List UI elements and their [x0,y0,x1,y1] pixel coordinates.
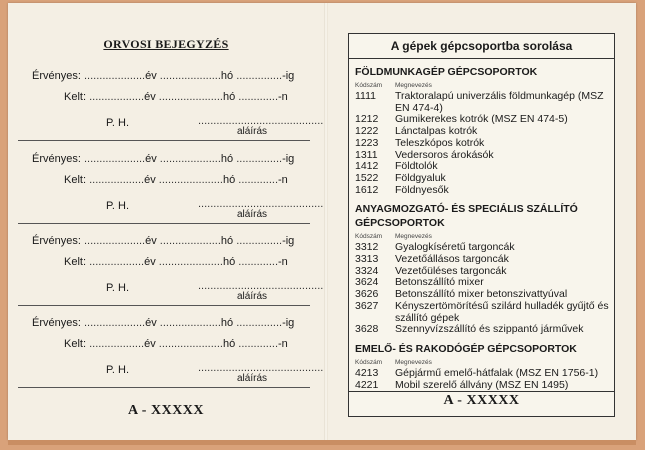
machine-group-item [355,126,614,138]
month-field[interactable]: .................... [159,153,221,165]
month-label: hó [220,317,234,329]
stamp-label: P. H. [106,364,130,376]
stamp-label: P. H. [106,117,130,129]
until-suffix: -ig [282,235,295,247]
item-name: Betonszállító mixer [395,276,484,289]
item-code: 1311 [355,148,378,161]
valid-label: Érvényes: [32,153,81,165]
issued-row [64,174,288,186]
item-name: Földgyaluk [395,171,446,184]
machine-group-item [355,185,614,197]
month-label: hó [222,174,236,186]
machine-group-item [355,161,614,173]
item-code: 3324 [355,264,379,277]
machine-groups-title: A gépek gépcsoportba sorolása [349,34,614,59]
right-series-number: A - XXXXX [443,393,520,408]
month-label: hó [220,153,234,165]
machine-group-item [355,368,614,380]
day-field[interactable]: ............... [236,153,283,165]
month-field[interactable]: .................... [159,317,221,329]
valid-label: Érvényes: [32,235,81,247]
year-label: év [145,153,157,165]
left-page [8,3,324,440]
year-field[interactable]: .................... [83,70,146,82]
item-code: 4213 [355,366,379,379]
machine-group-item [355,114,614,126]
machine-group-item [355,324,614,336]
issued-month-field[interactable]: ..................... [158,174,223,186]
signature-label: aláírás [237,373,268,384]
month-label: hó [220,70,234,82]
machine-groups-sections [349,65,614,391]
issued-month-field[interactable]: ..................... [158,91,223,103]
item-code: 3628 [355,323,379,336]
section-items [355,368,614,391]
item-name: Vedersoros árokásók [395,148,494,161]
day-suffix: -n [278,338,288,350]
section-title: EMELŐ- ÉS RAKODÓGÉP GÉPCSOPORTOK [355,342,577,355]
issued-day-field[interactable]: ............. [238,338,279,350]
item-name: Lánctalpas kotrók [395,125,478,138]
col-name-header: Megnevezés [395,82,432,89]
machine-group-section [349,342,614,391]
issued-day-field[interactable]: ............. [238,174,279,186]
month-label: hó [220,235,234,247]
item-name: Vezetőüléses targoncák [395,264,507,277]
item-name: Mobil szerelő állvány (MSZ EN 1495) [395,378,569,391]
item-code: 1223 [355,136,379,149]
item-code: 1412 [355,160,379,173]
signature-line[interactable]: ......................................... [198,115,324,127]
section-items [355,242,614,336]
block-divider [18,223,310,224]
item-code: 1222 [355,125,379,138]
day-field[interactable]: ............... [236,235,283,247]
col-code-header: Kódszám [355,233,383,241]
item-name: Gyalogkíséretű targoncák [395,241,515,254]
issued-year-field[interactable]: .................. [89,91,145,103]
issued-year-field[interactable]: .................. [89,174,145,186]
item-name: Betonszállító mixer betonszivattyúval [395,288,568,301]
day-field[interactable]: ............... [236,317,283,329]
issued-label: Kelt: [64,174,87,186]
medical-entry-title-text: ORVOSI BEJEGYZÉS [103,37,229,51]
machine-group-item [355,266,614,278]
issued-month-field[interactable]: ..................... [158,256,223,268]
until-suffix: -ig [282,317,295,329]
machine-group-item [355,173,614,185]
item-name: Traktoralapú univerzális földmunkagép (MSZ EN 474-4) [395,90,604,114]
col-name-header: Megnevezés [395,358,432,366]
issued-row [64,91,288,103]
until-suffix: -ig [282,153,295,165]
item-code: 1111 [355,90,377,102]
machine-group-item [355,380,614,392]
item-code: 1522 [355,171,379,184]
item-name: Gumikerekes kotrók (MSZ EN 474-5) [395,113,568,126]
signature-label: aláírás [237,126,268,137]
year-label: év [144,338,156,350]
year-field[interactable]: .................... [83,235,146,247]
item-code: 1612 [355,183,379,196]
valid-until-row [32,235,294,247]
valid-until-row [32,153,294,165]
section-title: FÖLDMUNKAGÉP GÉPCSOPORTOK [355,66,538,78]
machine-group-section [349,202,614,336]
right-page [328,3,636,440]
col-code-header: Kódszám [355,358,383,366]
year-label: év [144,256,156,268]
valid-until-row [32,317,294,329]
item-name: Földnyesők [395,183,449,196]
signature-line[interactable]: ......................................... [198,198,324,210]
col-code-header: Kódszám [355,82,383,89]
item-code: 3627 [355,299,379,312]
month-field[interactable]: .................... [159,70,221,82]
year-label: év [145,317,157,329]
day-suffix: -n [278,91,288,103]
month-label: hó [222,338,236,350]
col-name-header: Megnevezés [395,233,432,241]
month-field[interactable]: .................... [159,235,221,247]
issued-day-field[interactable]: ............. [238,256,279,268]
item-name: Földtolók [395,160,438,173]
signature-label: aláírás [237,291,268,302]
day-suffix: -n [278,174,288,186]
valid-label: Érvényes: [32,70,81,82]
item-code: 3626 [355,288,379,301]
issued-label: Kelt: [64,338,87,350]
year-field[interactable]: .................... [83,317,146,329]
year-label: év [144,174,156,186]
signature-line[interactable]: ......................................... [198,362,324,374]
machine-group-section [349,65,614,196]
signature-line[interactable]: ......................................... [198,280,324,292]
booklet-spread [8,3,636,440]
year-field[interactable]: .................... [83,153,146,165]
day-suffix: -n [278,256,288,268]
machine-group-item [355,254,614,266]
issued-label: Kelt: [64,256,87,268]
valid-label: Érvényes: [32,317,81,329]
valid-until-row [32,70,294,82]
item-name: Kényszertömörítésű szilárd hulladék gyűjtő és szállító gépek [395,299,609,324]
stamp-label: P. H. [106,200,130,212]
section-title: ANYAGMOZGATÓ- ÉS SPECIÁLIS SZÁLLÍTÓ GÉPCSOPORTOK [355,203,578,230]
issued-day-field[interactable]: ............. [238,91,279,103]
year-label: év [145,70,157,82]
issued-label: Kelt: [64,91,87,103]
item-name: Szennyvízszállító és szippantó járművek [395,323,584,336]
stamp-label: P. H. [106,282,130,294]
year-label: év [145,235,157,247]
item-name: Teleszkópos kotrók [395,136,485,149]
item-code: 3313 [355,253,379,266]
day-field[interactable]: ............... [236,70,283,82]
section-items [355,91,614,196]
machine-group-item [355,150,614,162]
machine-group-item [355,138,614,150]
until-suffix: -ig [282,70,295,82]
left-series-number: A - XXXXX [127,403,205,418]
item-name: Gépjármű emelő-hátfalak (MSZ EN 1756-1) [395,366,599,379]
item-code: 3624 [355,276,379,289]
machine-group-item [355,91,614,114]
item-code: 1212 [355,113,379,126]
signature-label: aláírás [237,209,268,220]
item-code: 3312 [355,241,379,254]
machine-groups-box [348,33,615,417]
year-label: év [144,91,156,103]
medical-entry-title [8,37,324,52]
block-divider [18,305,310,306]
issued-row [64,338,288,350]
box-divider [349,391,614,392]
block-divider [18,140,310,141]
cover-edge [8,440,636,445]
issued-row [64,256,288,268]
item-name: Vezetőállásos targoncák [395,253,509,266]
issued-year-field[interactable]: .................. [89,338,145,350]
issued-year-field[interactable]: .................. [89,256,145,268]
block-divider [18,387,310,388]
month-label: hó [222,256,236,268]
item-code: 4221 [355,378,379,391]
machine-group-item [355,301,614,324]
issued-month-field[interactable]: ..................... [158,338,223,350]
month-label: hó [222,91,236,103]
